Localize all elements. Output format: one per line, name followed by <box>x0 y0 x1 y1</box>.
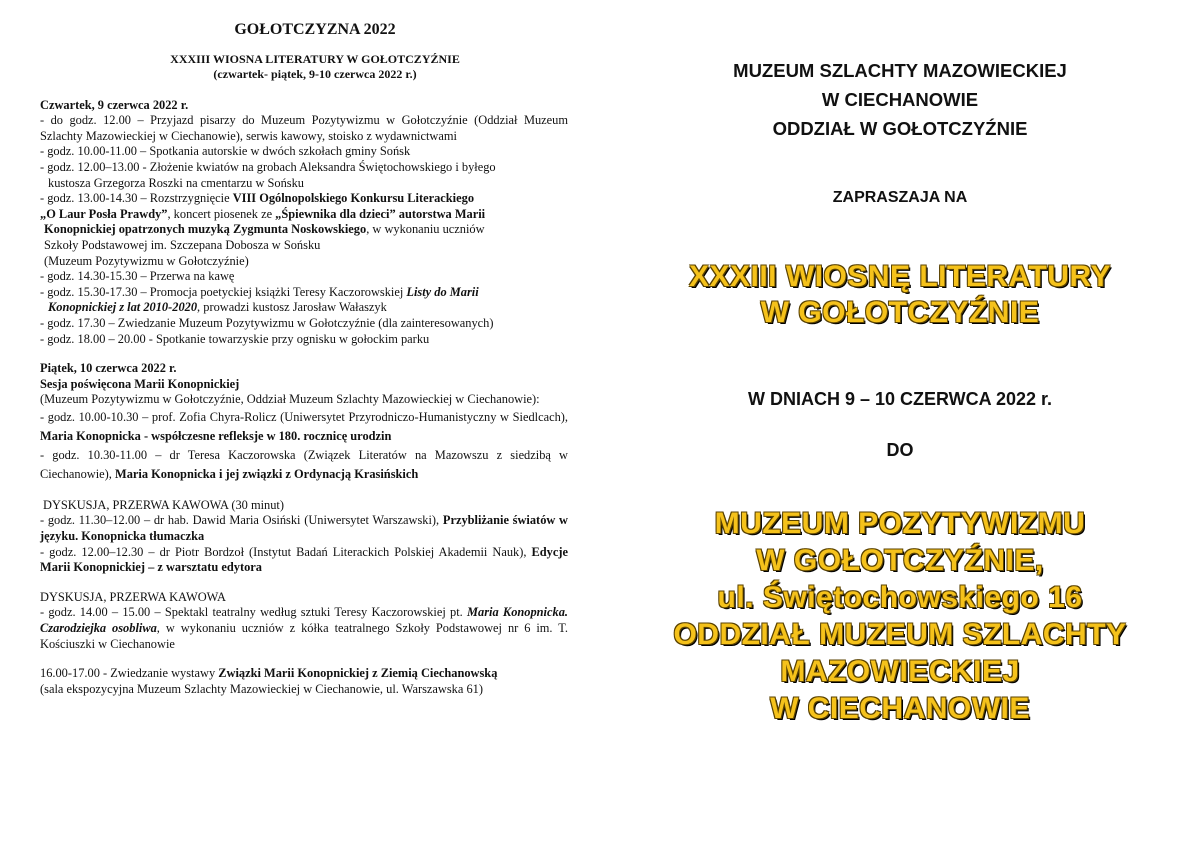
day1-item-5: - godz. 14.30-15.30 – Przerwa na kawę <box>40 269 235 284</box>
venue <box>600 505 1200 727</box>
event-name-line-1: XXXIII WIOSNĘ LITERATURY <box>688 260 1112 293</box>
talk-3-title: Przybliżanie światów w języku. Konopnicka tłumaczka <box>40 513 568 544</box>
day1-host: , prowadzi kustosz Jarosław Wałaszyk <box>197 300 387 315</box>
day1-songbook-cont: Konopnickiej opatrzonych muzyką Zygmunta Noskowskiego <box>44 222 367 237</box>
day1-promo-text: - godz. 15.30-17.30 – Promocja poetyckiej książki Teresy Kaczorowskiej <box>40 284 407 299</box>
talk-4-text: - godz. 12.00–12.30 – dr Piotr Bordzoł (Instytut Badań Literackich Polskiej Akademii Nauk), <box>40 544 532 559</box>
play-title: Maria Konopnicka. Czarodziejka osobliwa <box>40 605 568 636</box>
event-dates: W DNIACH 9 – 10 CZERWCA 2022 r. <box>747 389 1053 409</box>
day1-item-4-text: - godz. 13.00-14.30 – Rozstrzygnięcie <box>40 191 233 206</box>
day2-exhibition-location: (sala ekspozycyjna Muzeum Szlachty Mazowieckiej w Ciechanowie, ul. Warszawska 61) <box>40 681 483 696</box>
day1-book-title-cont: Konopnickiej z lat 2010-2020 <box>48 300 198 315</box>
day2-heading: Piątek, 10 czerwca 2022 r. <box>40 361 177 376</box>
venue-line-3: ul. Świętochowskiego 16 <box>717 581 1083 614</box>
day1-item-3: - godz. 12.00–13.00 - Złożenie kwiatów na grobach Aleksandra Świętochowskiego i byłego <box>40 159 496 174</box>
talk-1-title: Maria Konopnicka - współczesne refleksje w 180. rocznicę urodzin <box>40 428 392 443</box>
event-name <box>600 259 1200 331</box>
venue-line-2: W GOŁOTCZYŹNIE, <box>756 544 1044 577</box>
play-text: - godz. 14.00 – 15.00 – Spektakl teatralny według sztuki Teresy Kaczorowskiej pt. <box>40 605 468 620</box>
organizer <box>600 56 1200 143</box>
break-1: DYSKUSJA, PRZERWA KAWOWA (30 minut) <box>43 497 284 512</box>
program-subtitle <box>40 52 568 82</box>
day1-item-4-cont-3: Szkoły Podstawowej im. Szczepana Dobosza w Sońsku <box>44 237 321 252</box>
talk-4-title: Edycje Marii Konopnickiej – z warsztatu edytora <box>40 544 568 575</box>
day1-performers: , w wykonaniu uczniów <box>366 222 485 237</box>
day1-item-4-cont-1 <box>40 207 568 223</box>
day1-concert-text: , koncert piosenek ze <box>167 206 276 221</box>
exhibition-text: 16.00-17.00 - Zwiedzanie wystawy <box>40 666 219 681</box>
day1-book-title: Listy do Marii <box>406 284 479 299</box>
day1-item-1: - do godz. 12.00 – Przyjazd pisarzy do Muzeum Pozytywizmu w Gołotczyźnie (Oddział Muzeum Szlachty Mazowieckiej w Ciechanowie), serwis kawowy, stoisko z wydawnictwami <box>40 113 568 143</box>
to-text: DO <box>886 440 914 460</box>
day2-talk-2 <box>40 446 568 484</box>
talk-1-text: - godz. 10.00-10.30 – prof. Zofia Chyra-Rolicz (Uniwersytet Przyrodniczo-Humanistyczny w Siedlcach), <box>40 409 568 424</box>
day1-item-3-cont: kustosza Grzegorza Roszki na cmentarzu w Sońsku <box>48 175 304 190</box>
day1-item-8: - godz. 18.00 – 20.00 - Spotkanie towarzyskie przy ognisku w gołockim parku <box>40 331 430 346</box>
day2-play <box>40 605 568 652</box>
exhibition-title: Związki Marii Konopnickiej z Ziemią Ciechanowską <box>218 666 498 681</box>
day1-item-6-cont <box>40 300 568 316</box>
venue-line-6: W CIECHANOWIE <box>770 692 1030 725</box>
day2-exhibition <box>40 666 568 682</box>
day2-talk-3 <box>40 513 568 544</box>
day2-session: Sesja poświęcona Marii Konopnickiej <box>40 376 240 391</box>
subtitle-line-1: XXXIII WIOSNA LITERATURY W GOŁOTCZYŹNIE <box>170 51 460 66</box>
break-2: DYSKUSJA, PRZERWA KAWOWA <box>40 589 226 604</box>
organizer-line-3: ODDZIAŁ W GOŁOTCZYŹNIE <box>772 118 1028 139</box>
talk-2-text: - godz. 10.30-11.00 – dr Teresa Kaczorowska (Związek Literatów na Mazowszu z siedzibą w Ciechanowie), <box>40 447 568 481</box>
day1-item-7: - godz. 17.30 – Zwiedzanie Muzeum Pozytywizmu w Gołotczyźnie (dla zainteresowanych) <box>40 315 494 330</box>
program-title: GOŁOTCZYZNA 2022 <box>234 21 396 38</box>
day1-contest-name: VIII Ogólnopolskiego Konkursu Literackiego <box>232 191 475 206</box>
day2-block-4 <box>40 666 568 697</box>
day1-contest-title: „O Laur Posła Prawdy” <box>40 206 168 221</box>
day2-block-2 <box>40 498 568 576</box>
event-name-line-2: W GOŁOTCZYŹNIE <box>760 296 1040 329</box>
venue-line-5: MAZOWIECKIEJ <box>780 655 1020 688</box>
day2-location: (Muzeum Pozytywizmu w Gołotczyźnie, Oddział Muzeum Szlachty Mazowieckiej w Ciechanowie): <box>40 392 540 407</box>
venue-line-4: ODDZIAŁ MUZEUM SZLACHTY <box>673 618 1127 651</box>
subtitle-line-2: (czwartek- piątek, 9-10 czerwca 2022 r.) <box>213 66 417 81</box>
day1-item-4-cont-4: (Muzeum Pozytywizmu w Gołotczyźnie) <box>44 253 249 268</box>
day1-item-4-cont-2 <box>40 222 568 238</box>
day1-item-4 <box>40 191 568 207</box>
talk-2-title: Maria Konopnicka i jej związki z Ordynacją Krasińskich <box>115 466 419 481</box>
talk-3-text: - godz. 11.30–12.00 – dr hab. Dawid Maria Osiński (Uniwersytet Warszawski), <box>40 513 443 528</box>
day1-heading: Czwartek, 9 czerwca 2022 r. <box>40 97 189 112</box>
day1-songbook: „Śpiewnika dla dzieci” autorstwa Marii <box>275 206 486 221</box>
day2-talk-1 <box>40 408 568 446</box>
program-column <box>40 22 568 697</box>
invitation-column <box>600 56 1200 727</box>
venue-line-1: MUZEUM POZYTYWIZMU <box>714 507 1086 540</box>
day1-section <box>40 98 568 348</box>
invite-text: ZAPRASZAJA NA <box>832 189 968 206</box>
organizer-line-1: MUZEUM SZLACHTY MAZOWIECKIEJ <box>733 60 1067 81</box>
organizer-line-2: W CIECHANOWIE <box>821 89 979 110</box>
play-performers: , w wykonaniu uczniów z kółka teatralnego Szkoły Podstawowej nr 6 im. T. Kościuszki w Ciechanowie <box>40 621 568 651</box>
day2-section <box>40 361 568 484</box>
day1-item-6 <box>40 285 568 301</box>
day2-talk-4 <box>40 545 568 576</box>
day2-block-3 <box>40 590 568 652</box>
day1-item-2: - godz. 10.00-11.00 – Spotkania autorskie w dwóch szkołach gminy Sońsk <box>40 144 411 159</box>
